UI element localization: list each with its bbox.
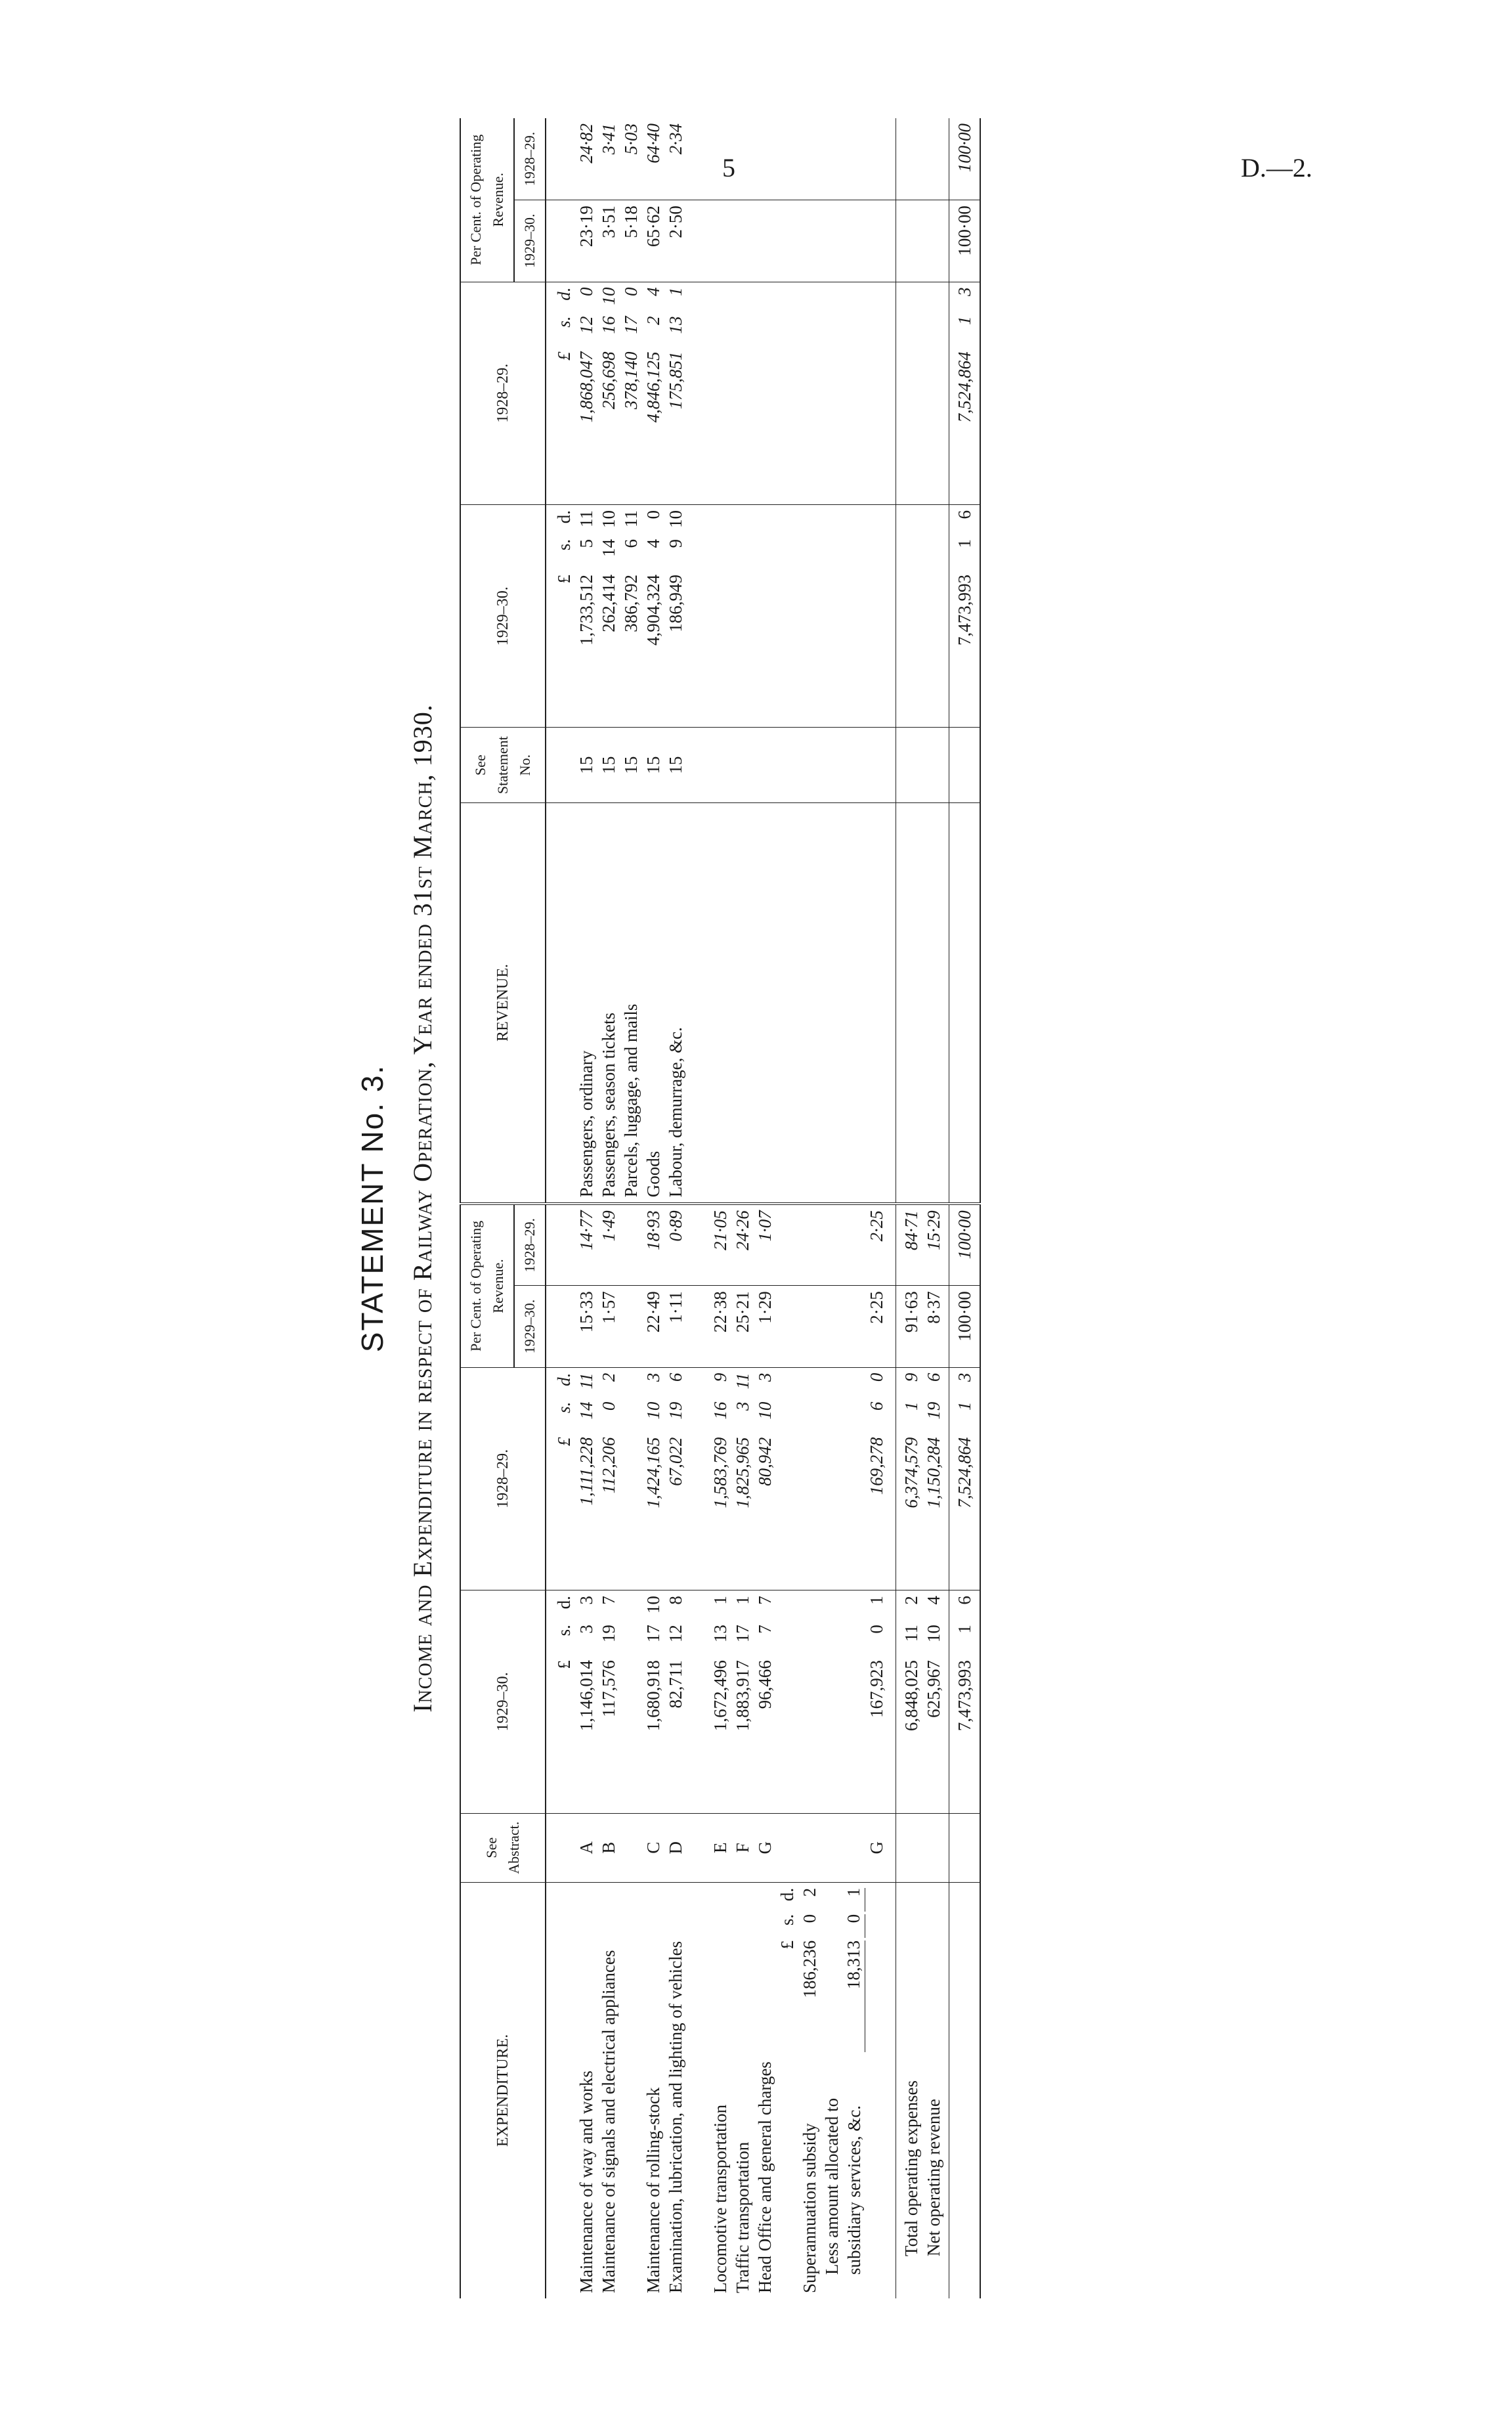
rev-label: Goods [643,1151,663,1198]
exp-label: Head Office and general charges [755,2061,775,2293]
percent: 14·77 [576,1210,596,1250]
totals-y2: 6,374,579 1 9 1,150,284 19 6 [896,1367,949,1590]
body-row [546,118,896,2298]
percent: 2·25 [867,1210,886,1242]
percent: 22·38 [710,1291,730,1333]
exp-y1-header: 1929–30. [460,1590,546,1813]
allocated-s: 0 [842,1914,865,1938]
percent: 2·50 [666,206,685,238]
amount: 1,868,047 12 0 [576,287,596,423]
exp-pct-y1-column [546,1286,896,1367]
amount: 112,206 0 2 [599,1372,618,1494]
percent: 0·89 [666,1210,685,1242]
rev-label: Parcels, luggage, and mails [621,1003,641,1198]
rotated-statement [355,92,1339,2325]
totals-labels [896,1882,949,2298]
totals-p2: 84·71 15·29 [896,1204,949,1285]
expenditure-header: EXPENDITURE. [460,1882,546,2298]
abstract-letter: C [643,1841,663,1854]
see-statement-header: See Statement No. [460,728,546,802]
abstract-column [546,1813,896,1882]
amount: 4,904,324 4 0 [643,510,663,646]
percent: 1·07 [755,1210,775,1242]
amount: 82,711 12 8 [666,1596,685,1709]
lsd-header: £ s. d. [554,287,574,361]
percent: 25·21 [733,1291,752,1333]
rev-grand-p2: 100·00 [949,118,981,200]
rev-y1-header: 1929–30. [460,504,546,727]
percent: 24·26 [733,1210,752,1250]
amount: 175,851 13 1 [666,287,685,410]
amount: 386,792 6 11 [621,510,641,632]
lsd-header: £ s. d. [554,510,574,584]
amount: 1,146,014 3 3 [576,1596,596,1732]
exp-grand-p2: 100·00 [949,1204,981,1285]
amount: 1,583,769 16 9 [710,1372,730,1508]
exp-pct-header: Per Cent. of Operating Revenue. [460,1204,514,1367]
amount: 4,846,125 2 4 [643,287,663,423]
rev-y2-column [546,282,896,504]
percent: 1·49 [599,1210,618,1242]
allocated-d: 1 [842,1888,865,1912]
rev-pct-y1-header: 1929–30. [514,200,546,282]
amount: 1,111,228 14 11 [576,1372,596,1506]
document-code: D.—2. [1241,153,1312,183]
statement-title: STATEMENT No. 3. [355,1064,389,1353]
amount: 378,140 17 0 [621,287,641,410]
percent: 3·51 [599,206,618,238]
super-subsidy-pounds: 186,236 [800,1940,819,1998]
statement-subtitle: Income and Expenditure in respect of Railway Operation, Year ended 31st March, 1930. [408,704,437,1713]
percent: 2·34 [666,123,685,155]
exp-label: Examination, lubrication, and lighting of vehicles [666,1941,685,2293]
percent: 3·41 [599,123,618,155]
rev-grand-y2: 7,524,864 1 3 [949,282,981,504]
abstract-letter: F [733,1843,752,1853]
amount: 1,672,496 13 1 [710,1596,730,1732]
rev-grand-p1: 100·00 [949,200,981,282]
amount: 96,466 7 7 [755,1596,775,1709]
statement-no: 15 [599,756,618,774]
expenditure-labels [546,1882,896,2298]
totals-row [896,118,949,2298]
see-abstract-header: See Abstract. [460,1813,546,1882]
percent: 18·93 [643,1210,663,1250]
abstract-letter: B [599,1841,618,1854]
exp-label: Maintenance of rolling-stock [643,2087,663,2293]
abstract-letter: G [755,1841,775,1854]
percent: 24·82 [576,123,596,164]
rev-label: Passengers, season tickets [599,1013,618,1198]
amount: 1,825,965 3 11 [733,1372,752,1508]
exp-grand-y2: 7,524,864 1 3 [949,1367,981,1590]
totals-p1: 91·63 8·37 [896,1286,949,1367]
exp-label: Locomotive transportation [710,2104,730,2293]
percent: 22·49 [643,1291,663,1333]
lsd-header: £ s. d. [554,1596,574,1669]
revenue-header: REVENUE. [460,802,546,1204]
amount: 1,680,918 17 10 [643,1596,663,1732]
amount: 1,883,917 17 1 [733,1596,752,1732]
super-lsd-s: s. [777,1914,797,1926]
abstract-letter: E [710,1842,730,1853]
exp-pct-y2-column [546,1204,896,1285]
superannuation-block [776,1888,865,2293]
rev-pct-y2-column [546,118,896,200]
exp-pct-y1-header: 1929–30. [514,1286,546,1367]
amount: 186,949 9 10 [666,510,685,632]
total-label: Total operating expenses [901,2080,921,2256]
header-row-1 [460,118,514,2298]
page-number: 5 [722,153,735,183]
amount: 80,942 10 3 [755,1372,775,1486]
revenue-labels [546,802,896,1204]
amount: 117,576 19 7 [599,1596,618,1717]
allocated-pounds: 18,313 [842,1941,865,2052]
total-label: Net operating revenue [924,2099,943,2256]
amount: 169,278 6 0 [867,1372,886,1495]
exp-grand-p1: 100·00 [949,1286,981,1367]
percent: 15·33 [576,1291,596,1333]
rev-label: Passengers, ordinary [576,1050,596,1198]
percent: 1·11 [666,1291,685,1323]
exp-label: Maintenance of signals and electrical appliances [599,1950,618,2293]
amount: 262,414 14 10 [599,510,618,632]
percent: 1·29 [755,1291,775,1324]
percent: 21·05 [710,1210,730,1250]
exp-label: Traffic transportation [733,2141,752,2293]
percent: 1·57 [599,1291,618,1324]
exp-pct-y2-header: 1928–29. [514,1204,546,1285]
exp-y2-column [546,1367,896,1590]
lsd-header: £ s. d. [554,1372,574,1447]
super-subsidy-d: 2 [800,1887,819,1897]
statement-no: 15 [576,756,596,774]
rev-pct-y2-header: 1928–29. [514,118,546,200]
amount: 256,698 16 10 [599,287,618,410]
abstract-letter: D [666,1841,685,1854]
income-expenditure-table [460,118,981,2298]
statement-no: 15 [643,756,663,774]
percent: 64·40 [643,123,663,164]
percent: 5·18 [621,206,641,238]
amount: 1,733,512 5 11 [576,510,596,646]
superannuation-label: Superannuation subsidy [800,2123,819,2293]
super-lsd-d: d. [777,1887,797,1902]
amount: 167,923 0 1 [867,1596,886,1718]
exp-y1-column [546,1590,896,1813]
exp-grand-y1: 7,473,993 1 6 [949,1590,981,1813]
percent: 23·19 [576,206,596,248]
statement-no: 15 [621,756,641,774]
rev-pct-y1-column [546,200,896,282]
percent: 2·25 [867,1291,886,1324]
exp-y2-header: 1928–29. [460,1367,546,1590]
abstract-letter: A [576,1841,596,1854]
totals-y1: 6,848,025 11 2 625,967 10 4 [896,1590,949,1813]
statement-no: 15 [666,756,685,774]
rev-pct-header: Per Cent. of Operating Revenue. [460,118,514,282]
super-lsd-pound: £ [777,1940,797,1950]
grand-total-row [949,118,981,2298]
statement-no-column [546,728,896,802]
abstract-letter: G [867,1841,886,1854]
rev-y2-header: 1928–29. [460,282,546,504]
percent: 65·62 [643,206,663,248]
rev-y1-column [546,504,896,727]
amount: 1,424,165 10 3 [643,1372,663,1508]
rev-grand-y1: 7,473,993 1 6 [949,504,981,727]
percent: 5·03 [621,123,641,155]
super-subsidy-s: 0 [800,1914,819,1923]
rev-label: Labour, demurrage, &c. [666,1027,685,1198]
exp-label: Maintenance of way and works [576,2071,596,2293]
amount: 67,022 19 6 [666,1372,685,1486]
less-allocated-label: Less amount allocated to subsidiary services, &c. [822,2097,864,2275]
